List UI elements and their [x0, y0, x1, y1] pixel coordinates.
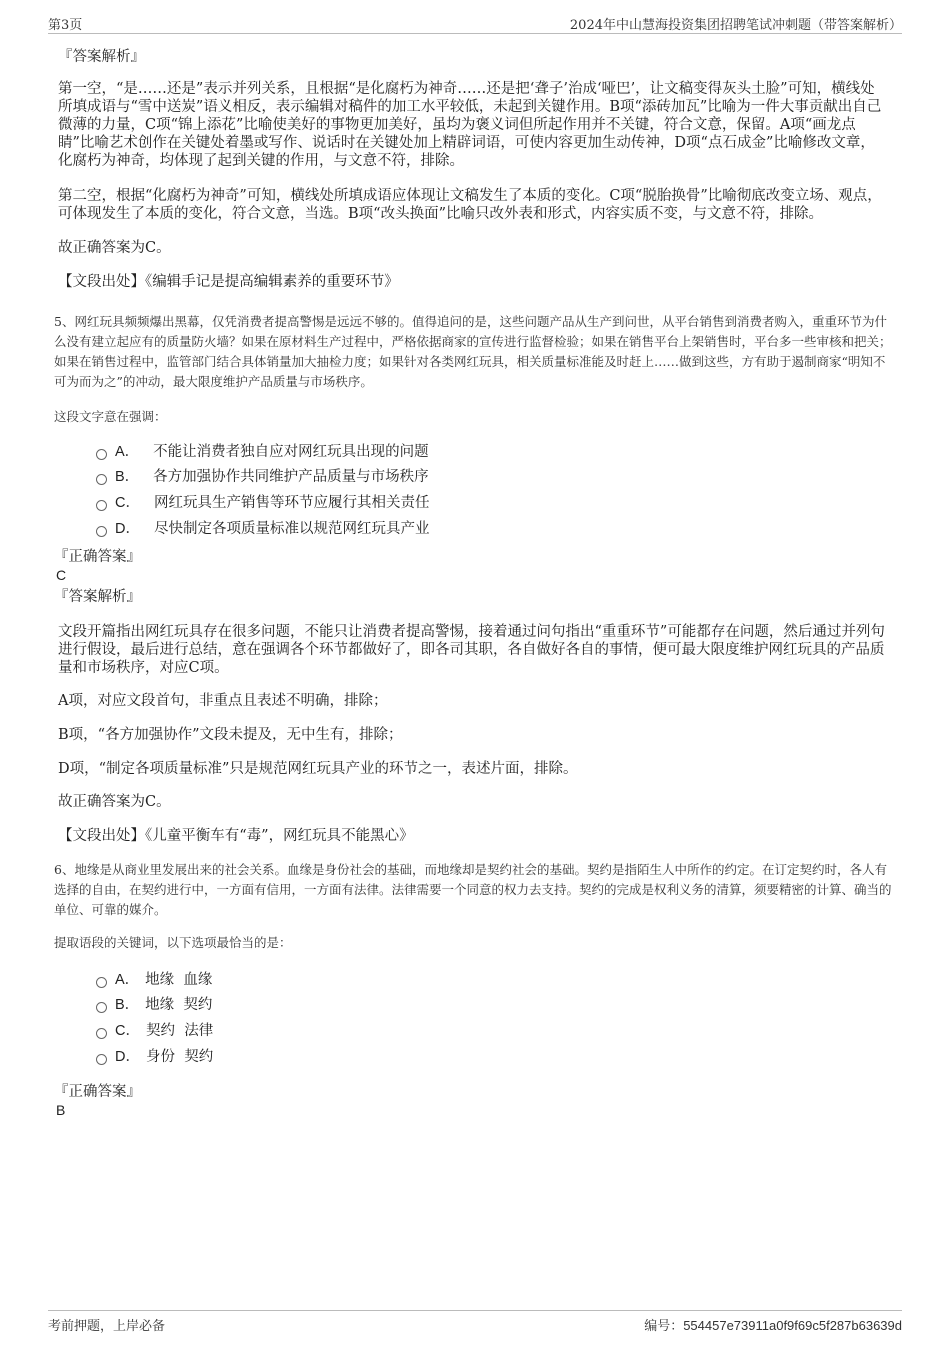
q6-answer-label: 『正确答案』	[54, 1084, 141, 1100]
page-footer	[48, 1310, 902, 1334]
radio-icon[interactable]	[96, 1028, 107, 1039]
q6-answer: B	[56, 1102, 66, 1118]
q4-conclusion: 故正确答案为C。	[58, 240, 171, 256]
q5-analysis-p2: A项，对应文段首句，非重点且表述不明确，排除；	[58, 693, 388, 709]
q5-analysis-p4: D项，“制定各项质量标准”只是规范网红玩具产业的环节之一，表述片面，排除。	[58, 761, 578, 777]
q5-option-c[interactable]: C． 网红玩具生产销售等环节应履行其相关责任	[96, 494, 429, 512]
page-header	[48, 14, 902, 34]
radio-icon[interactable]	[96, 1002, 107, 1013]
document-code: 编号：554457e73911a0f9f69c5f287b63639d	[644, 1318, 902, 1333]
q5-option-a[interactable]: A． 不能让消费者独自应对网红玩具出现的问题	[96, 443, 429, 461]
q5-answer-label: 『正确答案』	[54, 549, 141, 565]
q6-option-d[interactable]: D． 身份 契约	[96, 1048, 213, 1066]
radio-icon[interactable]	[96, 474, 107, 485]
q4-source: 【文段出处】《编辑手记是提高编辑素养的重要环节》	[58, 274, 399, 290]
radio-icon[interactable]	[96, 500, 107, 511]
radio-icon[interactable]	[96, 1054, 107, 1065]
q4-analysis-label: 『答案解析』	[58, 49, 145, 65]
radio-icon[interactable]	[96, 526, 107, 537]
q6-stem: 6、地缘是从商业里发展出来的社会关系。血缘是身份社会的基础，而地缘却是契约社会的基础。契约是指陌生人中所作的约定。在订定契约时，各人有选择的自由，在契约进行中，一方面有信用，一方面有法律。法律需要一个同意的权力去支持。契约的完成是权利义务的清算，须要精密的计算、确当的单位、可靠的媒介。	[54, 862, 892, 917]
q4-analysis-p1: 第一空，“是……还是”表示并列关系，且根据“是化腐朽为神奇……还是把‘聋子’治成‘哑巴’，让文稿变得灰头土脸”可知，横线处所填成语与“雪中送炭”语义相反，表示编辑对稿件的加工水平较低，未起到关键作用。B项“添砖加瓦”比喻为一件大事贡献出自己微薄的力量，C项“锦上添花”比喻使美好的事物更加美好，虽均为褒义词但所起作用并不关键，符合文意，保留。A项“画龙点睛”比喻艺术创作在关键处着墨或写作、说话时在关键处加上精辟词语，可使内容更加生动传神，D项“点石成金”比喻修改文章，化腐朽为神奇，均体现了起到关键的作用，与文意不符，排除。	[58, 81, 882, 169]
q5-answer: C	[56, 567, 67, 583]
q4-analysis-p2: 第二空，根据“化腐朽为神奇”可知，横线处所填成语应体现让文稿发生了本质的变化。C项“脱胎换骨”比喻彻底改变立场、观点，可体现发生了本质的变化，符合文意，当选。B项“改头换面”比喻只改外表和形式，内容实质不变，与文意不符，排除。	[58, 188, 882, 222]
q6-question: 提取语段的关键词，以下选项最恰当的是：	[54, 935, 292, 950]
radio-icon[interactable]	[96, 977, 107, 988]
q5-stem: 5、网红玩具频频爆出黑幕，仅凭消费者提高警惕是远远不够的。值得追问的是，这些问题产品从生产到问世，从平台销售到消费者购入，重重环节为什么没有建立起应有的质量防火墙？如果在原材料生产过程中，严格依据商家的宣传进行监督检验；如果在销售平台上架销售时，平台多一些审核和把关；如果在销售过程中，监管部门结合具体销量加大抽检力度；如果针对各类网红玩具，相关质量标准能及时赶上……做到这些，方有助于遏制商家“明知不可为而为之”的冲动，最大限度维护产品质量与市场秩序。	[54, 314, 892, 389]
document-title: 2024年中山慧海投资集团招聘笔试冲刺题（带答案解析）	[569, 18, 902, 33]
footer-slogan: 考前押题，上岸必备	[48, 1319, 166, 1334]
q5-option-d[interactable]: D． 尽快制定各项质量标准以规范网红玩具产业	[96, 520, 429, 538]
q6-option-a[interactable]: A． 地缘 血缘	[96, 971, 212, 989]
q5-conclusion: 故正确答案为C。	[58, 794, 171, 810]
radio-icon[interactable]	[96, 449, 107, 460]
q6-option-c[interactable]: C． 契约 法律	[96, 1022, 213, 1040]
q5-analysis-p3: B项，“各方加强协作”文段未提及，无中生有，排除；	[58, 727, 403, 743]
page-number: 第3页	[48, 18, 83, 33]
q5-question: 这段文字意在强调：	[54, 409, 167, 424]
q5-source: 【文段出处】《儿童平衡车有“毒”，网红玩具不能黑心》	[58, 828, 414, 844]
q5-option-b[interactable]: B． 各方加强协作共同维护产品质量与市场秩序	[96, 468, 429, 486]
q5-analysis-p1: 文段开篇指出网红玩具存在很多问题，不能只让消费者提高警惕，接着通过问句指出“重重环节”可能都存在问题，然后通过并列句进行假设，最后进行总结，意在强调各个环节都做好了，即各司其职，各自做好各自的事情，便可最大限度维护网红玩具的产品质量和市场秩序，对应C项。	[58, 624, 885, 676]
q5-analysis-label: 『答案解析』	[54, 589, 141, 605]
q6-option-b[interactable]: B． 地缘 契约	[96, 996, 212, 1014]
